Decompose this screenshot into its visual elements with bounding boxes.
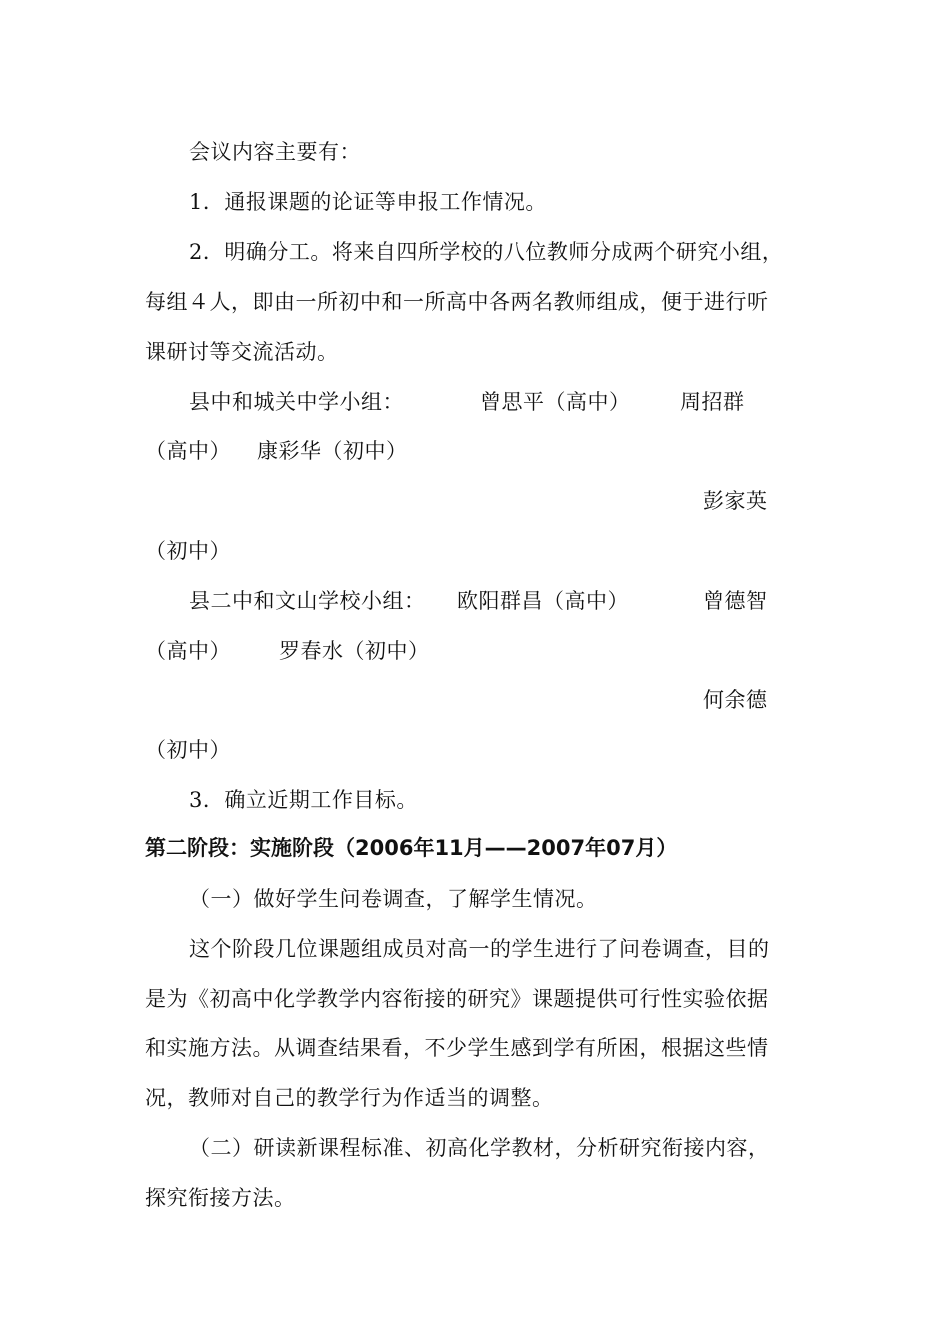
group-2-member-3: 罗春水（初中） bbox=[279, 639, 430, 663]
item-1: 1．通报课题的论证等申报工作情况。 bbox=[189, 190, 547, 214]
group-2-member-2-name: 曾德智 bbox=[703, 589, 768, 613]
paragraph-1-line-3: 和实施方法。从调查结果看，不少学生感到学有所困，根据这些情 bbox=[145, 1036, 769, 1060]
group-1-label: 县中和城关中学小组： bbox=[189, 390, 404, 414]
item-2-line-3: 课研讨等交流活动。 bbox=[145, 340, 339, 364]
group-2-member-2-role: （高中） bbox=[145, 639, 231, 663]
group-1-member-1: 曾思平（高中） bbox=[480, 390, 631, 414]
stage-2-heading: 第二阶段：实施阶段（2006年11月——2007年07月） bbox=[145, 836, 678, 860]
section-2-line-1: （二）研读新课程标准、初高化学教材，分析研究衔接内容， bbox=[189, 1136, 770, 1160]
paragraph-1-line-2: 是为《初高中化学教学内容衔接的研究》课题提供可行性实验依据 bbox=[145, 987, 769, 1011]
group-2-member-4-name: 何余德 bbox=[703, 688, 768, 712]
group-2-member-1: 欧阳群昌（高中） bbox=[457, 589, 629, 613]
item-2-line-1: 2．明确分工。将来自四所学校的八位教师分成两个研究小组， bbox=[189, 240, 784, 264]
intro-line: 会议内容主要有： bbox=[189, 140, 361, 164]
paragraph-1-line-1: 这个阶段几位课题组成员对高一的学生进行了问卷调查，目的 bbox=[189, 937, 770, 961]
group-1-member-2-name: 周招群 bbox=[680, 390, 745, 414]
section-1-title: （一）做好学生问卷调查，了解学生情况。 bbox=[189, 887, 598, 911]
item-2-line-2: 每组４人，即由一所初中和一所高中各两名教师组成，便于进行听 bbox=[145, 290, 769, 314]
group-1-member-4-role: （初中） bbox=[145, 539, 231, 563]
group-1-member-3: 康彩华（初中） bbox=[257, 439, 408, 463]
group-2-label: 县二中和文山学校小组： bbox=[189, 589, 426, 613]
section-2-line-2: 探究衔接方法。 bbox=[145, 1186, 296, 1210]
group-1-member-4-name: 彭家英 bbox=[703, 489, 768, 513]
group-1-member-2-role: （高中） bbox=[145, 439, 231, 463]
group-2-member-4-role: （初中） bbox=[145, 738, 231, 762]
paragraph-1-line-4: 况，教师对自己的教学行为作适当的调整。 bbox=[145, 1086, 554, 1110]
item-3: 3．确立近期工作目标。 bbox=[189, 788, 418, 812]
